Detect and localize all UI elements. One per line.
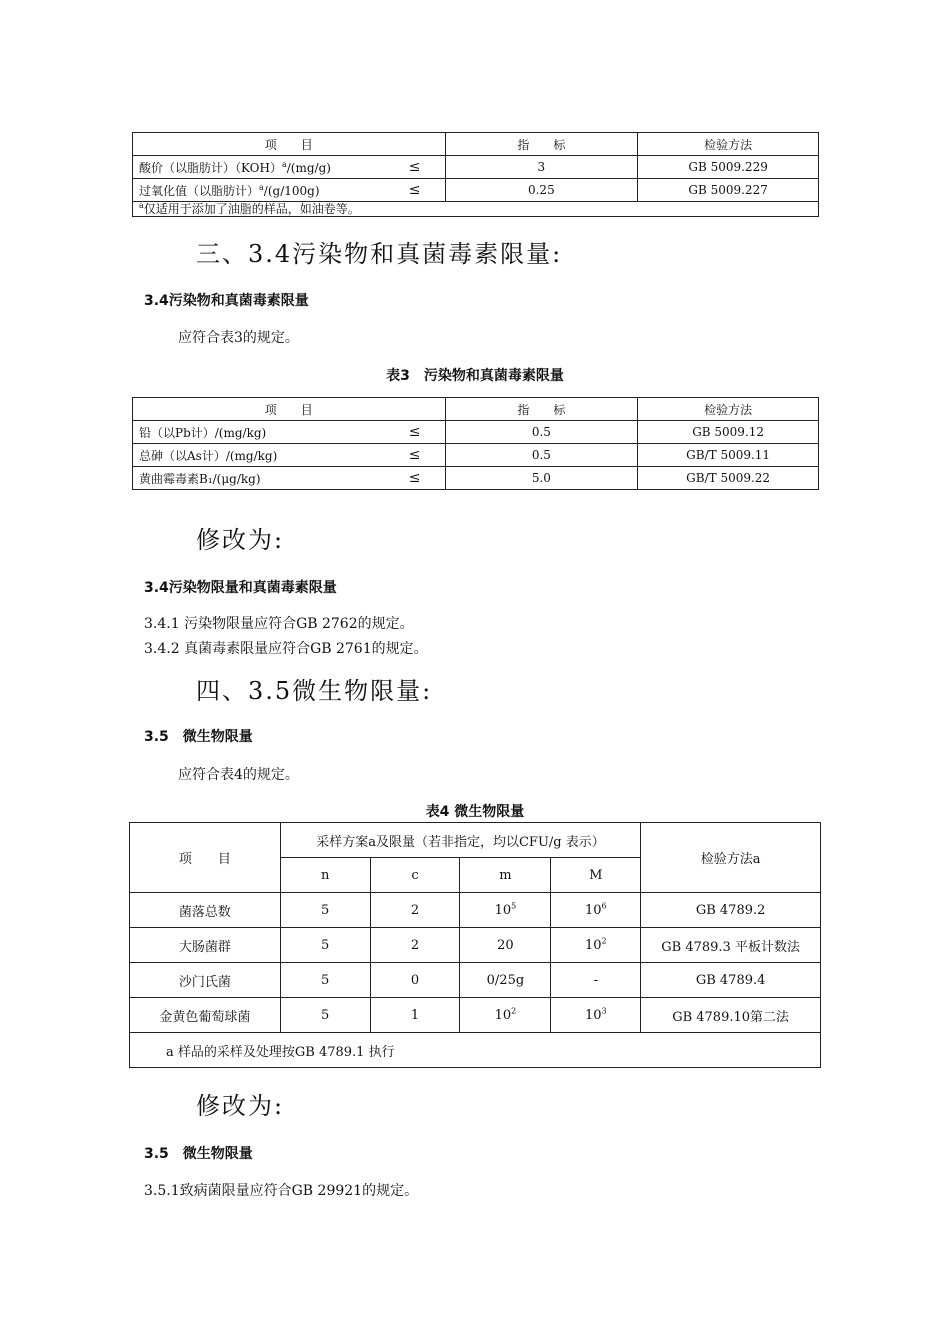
modify-subheading-3-4: 3.4污染物限量和真菌毒素限量 <box>144 580 337 596</box>
table-header-row <box>133 398 819 421</box>
modify-heading-1: 修改为: <box>196 526 285 554</box>
table-row <box>130 963 821 998</box>
row-value: 0.25 <box>445 179 638 202</box>
table-row <box>133 467 819 490</box>
row-method: GB/T 5009.22 <box>638 467 819 490</box>
modify-line-3-5-1: 3.5.1致病菌限量应符合GB 29921的规定。 <box>144 1183 419 1199</box>
table-footnote-row <box>133 202 819 217</box>
row-m: 0/25g <box>460 963 551 998</box>
table-footnote-row <box>130 1033 821 1068</box>
row-m: 20 <box>460 928 551 963</box>
row-item: 铅（以Pb计）/(mg/kg) ≤ <box>133 421 446 444</box>
table-header-row <box>130 823 821 858</box>
modify-line-3-4-1: 3.4.1 污染物限量应符合GB 2762的规定。 <box>144 616 414 632</box>
section-body-3-4: 应符合表3的规定。 <box>178 330 299 346</box>
microbial-table <box>129 822 821 1068</box>
header-item: 项 目 <box>133 398 446 421</box>
row-value: 0.5 <box>445 444 638 467</box>
modify-heading-2: 修改为: <box>196 1092 285 1120</box>
modify-subheading-3-5: 3.5 微生物限量 <box>144 1146 253 1162</box>
row-item: 黄曲霉毒素B₁/(μg/kg) ≤ <box>133 467 446 490</box>
table-row <box>133 444 819 467</box>
header-n: n <box>280 858 370 893</box>
table-row <box>133 156 819 179</box>
row-item: 菌落总数 <box>130 893 281 928</box>
table4-caption: 表4 微生物限量 <box>425 804 525 820</box>
row-m: $10^2$ <box>460 998 551 1033</box>
header-c: c <box>370 858 460 893</box>
section-heading-3: 三、3.4污染物和真菌毒素限量: <box>196 240 563 268</box>
header-method: 检验方法 <box>638 398 819 421</box>
row-M: - <box>551 963 641 998</box>
row-M: $10^2$ <box>551 928 641 963</box>
table-row <box>130 893 821 928</box>
header-M: M <box>551 858 641 893</box>
row-item: 大肠菌群 <box>130 928 281 963</box>
header-indicator: 指 标 <box>445 398 638 421</box>
header-item: 项 目 <box>133 133 446 156</box>
row-value: 0.5 <box>445 421 638 444</box>
row-n: 5 <box>280 963 370 998</box>
row-method: GB/T 5009.11 <box>638 444 819 467</box>
row-method: GB 4789.3 平板计数法 <box>641 928 821 963</box>
row-n: 5 <box>280 928 370 963</box>
row-method: GB 4789.4 <box>641 963 821 998</box>
row-item: 沙门氏菌 <box>130 963 281 998</box>
row-M: $10^3$ <box>551 998 641 1033</box>
row-method: GB 5009.12 <box>638 421 819 444</box>
row-item: 总砷（以As计）/(mg/kg) ≤ <box>133 444 446 467</box>
row-item: 金黄色葡萄球菌 <box>130 998 281 1033</box>
row-c: 2 <box>370 893 460 928</box>
header-item: 项 目 <box>130 823 281 893</box>
contaminants-table <box>132 397 819 490</box>
header-sampling-plan: 采样方案a及限量（若非指定，均以CFU/g 表示） <box>280 823 640 858</box>
row-c: 2 <box>370 928 460 963</box>
row-c: 1 <box>370 998 460 1033</box>
section-heading-4: 四、3.5微生物限量: <box>196 677 433 705</box>
table-row <box>130 998 821 1033</box>
header-m: m <box>460 858 551 893</box>
row-method: GB 4789.2 <box>641 893 821 928</box>
table-row <box>130 928 821 963</box>
table-footnote: a 样品的采样及处理按GB 4789.1 执行 <box>130 1033 821 1068</box>
table3-caption: 表3 污染物和真菌毒素限量 <box>386 368 564 384</box>
acid-peroxide-table <box>132 132 819 217</box>
row-method: GB 5009.227 <box>638 179 819 202</box>
row-item: 酸价（以脂肪计）（KOH）$^a$/(mg/g) ≤ <box>133 156 446 179</box>
row-c: 0 <box>370 963 460 998</box>
row-value: 5.0 <box>445 467 638 490</box>
table-footnote: $^a$仅适用于添加了油脂的样品，如油卷等。 <box>133 202 819 217</box>
modify-line-3-4-2: 3.4.2 真菌毒素限量应符合GB 2761的规定。 <box>144 641 428 657</box>
header-method: 检验方法a <box>641 823 821 893</box>
row-value: 3 <box>445 156 638 179</box>
header-indicator: 指 标 <box>445 133 638 156</box>
section-body-3-5: 应符合表4的规定。 <box>178 767 299 783</box>
row-method: GB 4789.10第二法 <box>641 998 821 1033</box>
table-row <box>133 421 819 444</box>
row-M: $10^6$ <box>551 893 641 928</box>
table-header-row <box>133 133 819 156</box>
table-row <box>133 179 819 202</box>
section-subheading-3-5: 3.5 微生物限量 <box>144 729 253 745</box>
header-method: 检验方法 <box>638 133 819 156</box>
row-n: 5 <box>280 998 370 1033</box>
row-method: GB 5009.229 <box>638 156 819 179</box>
row-n: 5 <box>280 893 370 928</box>
section-subheading-3-4: 3.4污染物和真菌毒素限量 <box>144 293 309 309</box>
row-m: $10^5$ <box>460 893 551 928</box>
row-item: 过氧化值（以脂肪计）$^a$/(g/100g) ≤ <box>133 179 446 202</box>
